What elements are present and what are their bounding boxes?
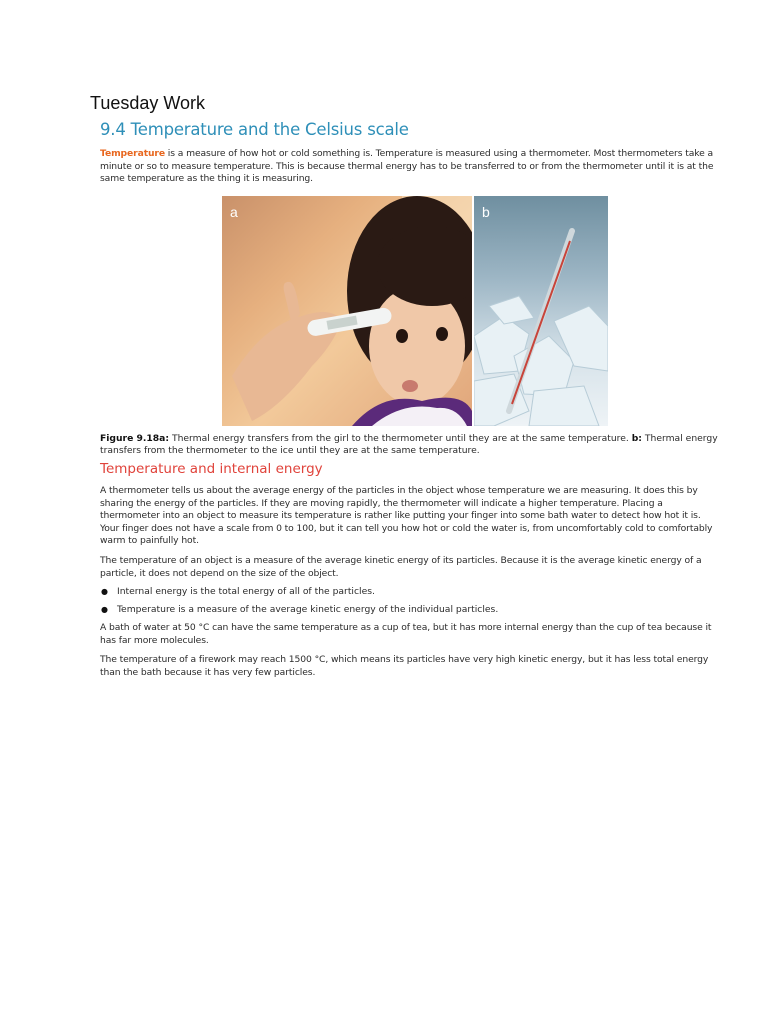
photo-girl-thermometer <box>222 196 472 426</box>
panel-b-label: b <box>482 204 490 220</box>
paragraph-2: The temperature of an object is a measure of the average kinetic energy of its particles. Because it is the average kinetic energy of a particle, it does not depend on the size of the object. <box>100 555 702 579</box>
intro-text: is a measure of how hot or cold something is. Temperature is measured using a thermometer. Most thermometers take a minute or so to measure temperature. This is because thermal energy has to be transferred to or from the thermometer until it is at the same temperature as the thing it is measuring. <box>100 148 714 185</box>
figure <box>222 196 608 426</box>
panel-a-label: a <box>230 204 238 220</box>
caption-label: Figure 9.18a: <box>100 433 170 444</box>
subsection-title: Temperature and internal energy <box>100 461 323 477</box>
caption-text-a: Thermal energy transfers from the girl to the thermometer until they are at the same temperature. <box>169 433 632 444</box>
paragraph-3: A bath of water at 50 °C can have the same temperature as a cup of tea, but it has more internal energy than the cup of tea because it has far more molecules. <box>100 622 712 646</box>
list-item: ● Internal energy is the total energy of all of the particles. <box>100 586 722 599</box>
section-title: 9.4 Temperature and the Celsius scale <box>100 120 409 139</box>
page-heading: Tuesday Work <box>90 93 206 113</box>
ice-thermometer-illustration <box>474 196 608 426</box>
key-term: Temperature <box>100 148 165 159</box>
paragraph-4: The temperature of a firework may reach 1500 °C, which means its particles have very high kinetic energy, but it has less total energy than the bath because it has very few particles. <box>100 654 709 678</box>
bullet-list <box>100 586 722 616</box>
caption-text-b: Thermal energy transfers from the thermometer to the ice until they are at the same temperature. <box>100 433 718 457</box>
figure-caption <box>100 433 722 458</box>
list-item: ● Temperature is a measure of the average kinetic energy of the individual particles. <box>100 604 722 617</box>
paragraph-1: A thermometer tells us about the average energy of the particles in the object whose temperature we are measuring. It does this by sharing the energy of the particles. If they are moving rapidly, the thermometer will indicate a higher temperature. Placing a thermometer into an object to measure its temperature is rather like putting your finger into some bath water to detect how hot it is. Your finger does not have a scale from 0 to 100, but it can tell you how hot or cold the water is, from uncomfortably cold to comfortably warm to painfully hot. <box>100 485 713 547</box>
photo-ice-thermometer <box>474 196 608 426</box>
girl-thermometer-illustration <box>222 196 472 426</box>
intro-paragraph <box>100 148 722 186</box>
caption-b-label: b: <box>631 433 642 444</box>
